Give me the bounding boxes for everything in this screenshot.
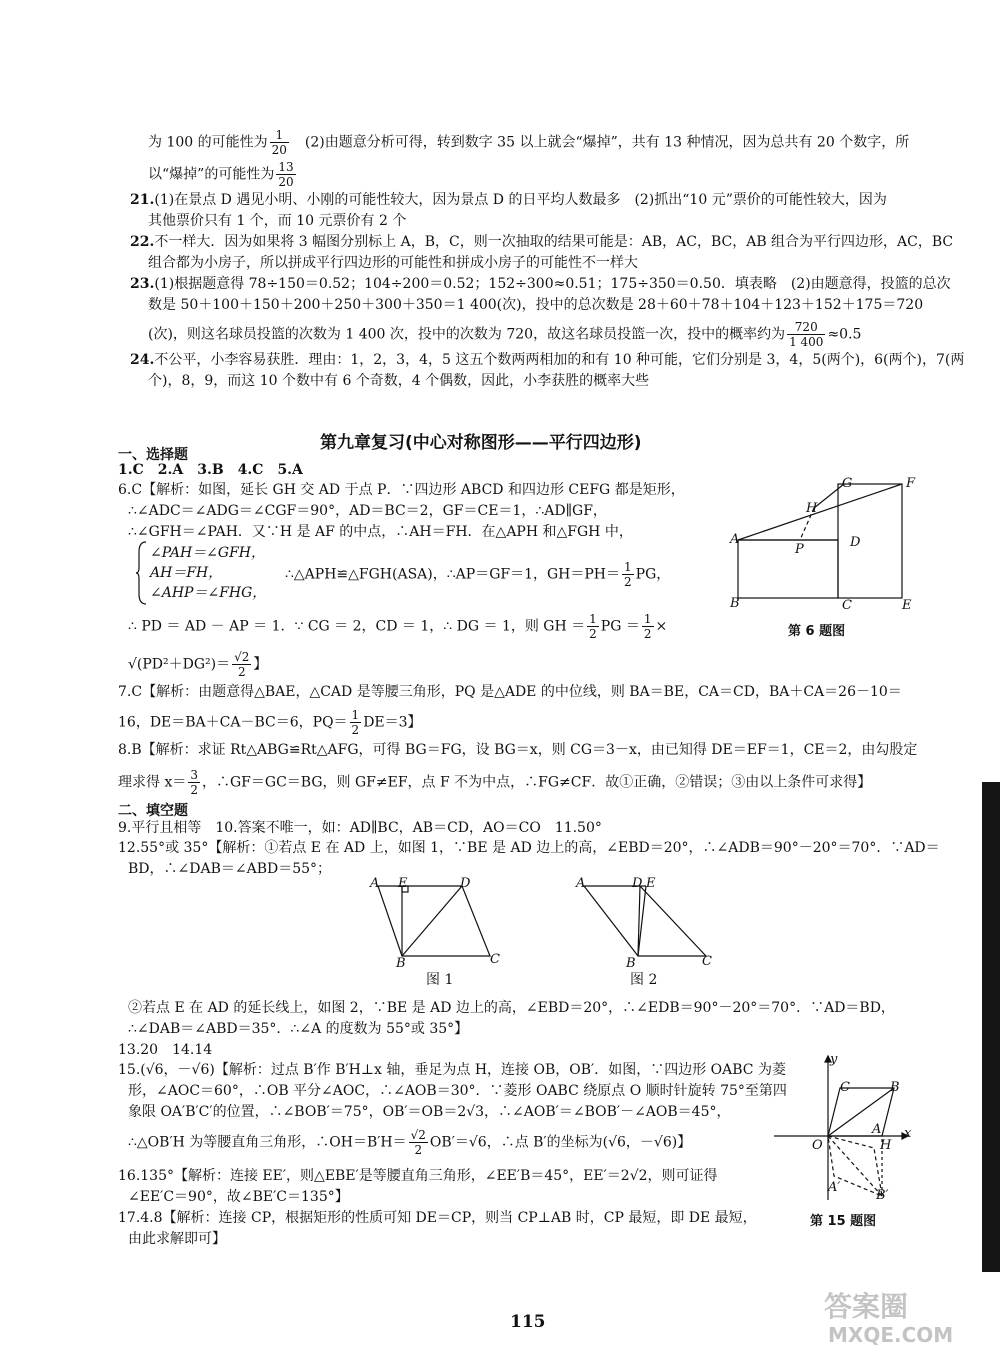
answer-16: 16.135°【解析：连接 EE′，则△EBE′是等腰直角三角形，∠EE′B＝45°，EE′＝2√2，则可证得 — [118, 1168, 718, 1184]
text-line: ∴∠GFH＝∠PAH．又∵H 是 AF 的中点，∴AH＝FH．在△APH 和△FGH 中， — [128, 524, 633, 540]
text-line: 以“爆掉”的可能性为 $\frac{13}{20}$ — [148, 160, 294, 189]
text-line: BD，∴∠DAB＝∠ABD＝55°； — [128, 861, 332, 877]
text-line: ∴△OB′H 为等腰直角三角形，∴OH＝B′H＝ $\frac{√2}{2}$ OB′＝√6，∴点 B′的坐标为(√6，－√6)】 — [128, 1128, 692, 1157]
point-label: B′ — [876, 1188, 889, 1203]
text-line: 由此求解即可】 — [128, 1231, 226, 1247]
point-label: D — [632, 876, 643, 891]
text-line: ∠PAH＝∠GFH， — [150, 545, 266, 561]
point-label: B — [730, 596, 740, 611]
point-label: A — [730, 532, 740, 547]
answer-6: 6.C【解析：如图，延长 GH 交 AD 于点 P．∵四边形 ABCD 和四边形 CEFG 都是矩形， — [118, 482, 685, 498]
point-label: y — [830, 1052, 838, 1067]
text-line: ∠EE′C＝90°，故∠BE′C＝135°】 — [128, 1189, 349, 1205]
text-line: ∴∠ADC＝∠ADG＝∠CGF＝90°，AD＝BC＝2，GF＝CE＝1，∴AD∥GF， — [128, 503, 607, 519]
point-label: A′ — [828, 1180, 841, 1195]
figure-6 — [728, 474, 918, 619]
point-label: F — [906, 476, 916, 491]
text-line: 形，∠AOC＝60°，∴OB 平分∠AOC，∴∠AOB＝30°．∵菱形 OABC 绕原点 O 顺时针旋转 75°至第四 — [128, 1083, 787, 1099]
figure-caption: 图 1 — [426, 972, 454, 988]
text-line: AH＝FH， — [150, 565, 223, 581]
text-line: 象限 OA′B′C′的位置，∴∠BOB′＝75°，OB′＝OB＝2√3，∴∠AOB′＝∠BOB′－∠AOB＝45°， — [128, 1104, 731, 1120]
answer-22: 22.不一样大．因为如果将 3 幅图分别标上 A，B，C，则一次抽取的结果可能是：AB，AC，BC，AB 组合为平行四边形，AC，BC — [130, 234, 954, 250]
text-line: ∴ PD ＝ AD － AP ＝ 1．∵ CG ＝ 2，CD ＝ 1，∴ DG ＝ 1，则 GH ＝ $\frac{1}{2}$ PG ＝ $\frac{1}{2}$ × — [128, 612, 668, 641]
text-line: 为 100 的可能性为 $\frac{1}{20}$ (2)由题意分析可得，转到数字 35 以上就会“爆掉”，共有 13 种情况，因为总共有 20 个数字，所 — [148, 128, 910, 157]
point-label: C — [842, 598, 852, 613]
text-line: 组合都为小房子，所以拼成平行四边形的可能性和拼成小房子的可能性不一样大 — [148, 255, 638, 271]
point-label: A — [872, 1122, 882, 1137]
figure-caption: 图 2 — [630, 972, 658, 988]
point-label: H — [880, 1138, 892, 1153]
svg-text:答案圈: 答案圈 — [824, 1290, 909, 1323]
point-label: x — [904, 1126, 912, 1141]
fill-answers: 9.平行且相等 10.答案不唯一，如：AD∥BC，AB＝CD，AO＝CO 11.50° — [118, 820, 602, 836]
fill-answers: 13.20 14.14 — [118, 1042, 213, 1058]
point-label: A — [576, 876, 586, 891]
text-line: √(PD²＋DG²)＝ $\frac{√2}{2}$ 】 — [128, 650, 268, 679]
text-line: 16，DE＝BA＋CA－BC＝6，PQ＝ $\frac{1}{2}$ DE＝3】 — [118, 708, 422, 737]
svg-text:MXQE.COM: MXQE.COM — [828, 1323, 954, 1347]
figure-2 — [578, 880, 718, 960]
answer-21: 21.(1)在景点 D 遇见小明、小刚的可能性较大，因为景点 D 的日平均人数最多 (2)抓出“10 元”票价的可能性较大，因为 — [130, 192, 887, 208]
point-label: H — [806, 501, 818, 516]
point-label: B — [626, 956, 636, 971]
figure-1 — [368, 880, 508, 960]
text-line: 个)，8，9，而这 10 个数中有 6 个奇数，4 个偶数，因此，小李获胜的概率大些 — [148, 373, 650, 389]
choice-answers: 1.C 2.A 3.B 4.C 5.A — [118, 462, 303, 478]
point-label: C — [702, 954, 712, 969]
text-line: ∴△APH≌△FGH(ASA)，∴AP＝GF＝1，GH＝PH＝ $\frac{1}{2}$ PG， — [285, 560, 671, 589]
text-line: ∠AHP＝∠FHG， — [150, 585, 267, 601]
point-label: E — [646, 876, 656, 891]
answer-23: 23.(1)根据题意得 78÷150＝0.52；104÷200＝0.52；152÷300≈0.51；175÷350＝0.50．填表略 (2)由题意得，投篮的总次 — [130, 276, 951, 292]
brace — [136, 540, 148, 606]
watermark-logo — [818, 1286, 988, 1348]
section-heading: 一、选择题 — [118, 447, 188, 463]
point-label: P — [795, 542, 804, 557]
point-label: A — [370, 876, 380, 891]
point-label: E — [398, 876, 408, 891]
point-label: D — [460, 876, 471, 891]
text-line: (次)，则这名球员投篮的次数为 1 400 次，投中的次数为 720，故这名球员投篮一次，投中的概率约为 $\frac{720}{1 400}$ ≈0.5 — [148, 320, 862, 349]
point-label: D — [850, 535, 861, 550]
text-line: 理求得 x＝ $\frac{3}{2}$ ，∴GF＝GC＝BG，则 GF≠EF，点 F 不为中点，∴FG≠CF．故①正确，②错误；③由以上条件可求得】 — [118, 768, 872, 797]
chapter-title: 第九章复习(中心对称图形——平行四边形) — [320, 433, 642, 453]
answer-15: 15.(√6，－√6)【解析：过点 B′作 B′H⊥x 轴，垂足为点 H，连接 OB，OB′．如图，∵四边形 OABC 为菱 — [118, 1062, 786, 1078]
page-number: 115 — [510, 1312, 546, 1332]
section-heading: 二、填空题 — [118, 803, 188, 819]
page-edge-shadow — [982, 782, 1000, 1272]
text-line: ②若点 E 在 AD 的延长线上，如图 2，∵BE 是 AD 边上的高，∠EBD＝20°，∴∠EDB＝90°－20°＝70°．∵AD＝BD， — [128, 1000, 895, 1016]
text-line: 其他票价只有 1 个，而 10 元票价有 2 个 — [148, 213, 407, 229]
figure-caption: 第 6 题图 — [788, 624, 846, 639]
figure-caption: 第 15 题图 — [810, 1214, 877, 1229]
answer-24: 24.不公平，小李容易获胜．理由：1，2，3，4，5 这五个数两两相加的和有 10 种可能，它们分别是 3，4，5(两个)，6(两个)，7(两 — [130, 352, 965, 368]
point-label: E — [902, 598, 912, 613]
answer-7: 7.C【解析：由题意得△BAE，△CAD 是等腰三角形，PQ 是△ADE 的中位线，则 BA＝BE，CA＝CD，BA＋CA＝26－10＝ — [118, 684, 902, 700]
point-label: O — [812, 1138, 823, 1153]
point-label: C — [490, 952, 500, 967]
text-line: 数是 50＋100＋150＋200＋250＋300＋350＝1 400(次)，投中的总次数是 28＋60＋78＋104＋123＋152＋175＝720 — [148, 297, 924, 313]
point-label: B — [890, 1080, 900, 1095]
point-label: G — [842, 476, 853, 491]
point-label: B — [396, 956, 406, 971]
point-label: C — [840, 1080, 850, 1095]
text-line: ∴∠DAB＝∠ABD＝35°．∴∠A 的度数为 55°或 35°】 — [128, 1021, 469, 1037]
answer-17: 17.4.8【解析：连接 CP，根据矩形的性质可知 DE＝CP，则当 CP⊥AB 时，CP 最短，即 DE 最短， — [118, 1210, 757, 1226]
answer-8: 8.B【解析：求证 Rt△ABG≌Rt△AFG，可得 BG＝FG，设 BG＝x，则 CG＝3－x，由已知得 DE＝EF＝1，CE＝2，由勾股定 — [118, 742, 918, 758]
figure-15 — [772, 1050, 912, 1210]
answer-12: 12.55°或 35°【解析：①若点 E 在 AD 上，如图 1，∵BE 是 AD 边上的高，∠EBD＝20°，∴∠ADB＝90°－20°＝70°．∵AD＝ — [118, 840, 940, 856]
